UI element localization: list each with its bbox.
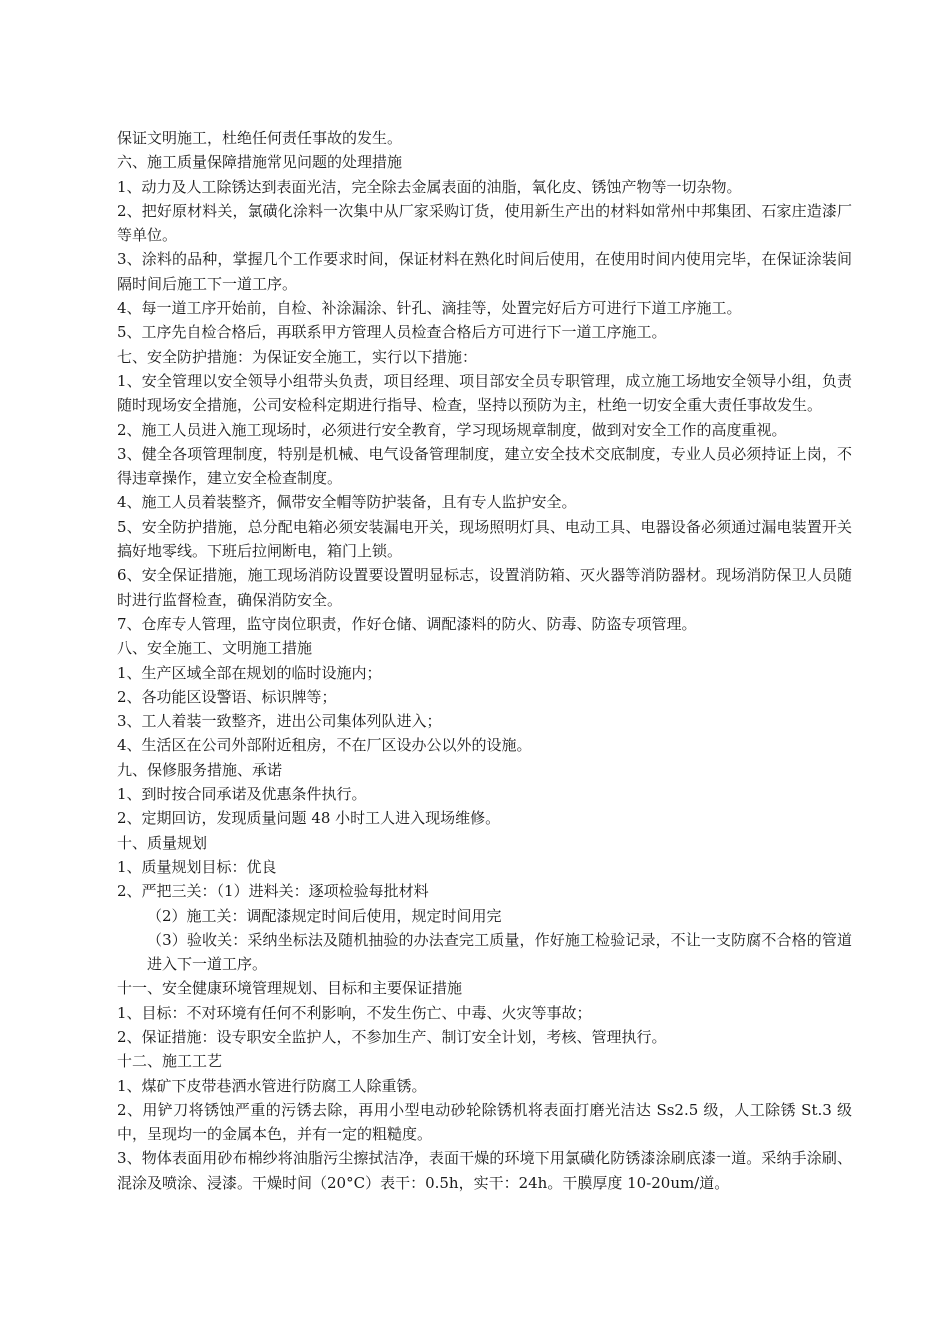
list-item: 1、动力及人工除锈达到表面光洁，完全除去金属表面的油脂，氧化皮、锈蚀产物等一切杂物。 xyxy=(117,177,742,196)
list-item: 2、严把三关：（1）进料关：逐项检验每批材料 xyxy=(117,882,429,901)
list-item: 4、施工人员着装整齐，佩带安全帽等防护装备，且有专人监护安全。 xyxy=(117,493,577,512)
list-item: 1、质量规划目标：优良 xyxy=(117,857,277,876)
list-item: 2、施工人员进入施工现场时，必须进行安全教育，学习现场规章制度，做到对安全工作的高度重视。 xyxy=(117,420,787,439)
section-heading: 十一、安全健康环境管理规划、目标和主要保证措施 xyxy=(117,979,463,998)
list-item: 3、涂料的品种，掌握几个工作要求时间，保证材料在熟化时间后使用，在使用时间内使用完毕，在保证涂装间隔时间后施工下一道工序。 xyxy=(117,250,852,293)
list-item: 2、把好原材料关，氯磺化涂料一次集中从厂家采购订货，使用新生产出的材料如常州中邦集团、石家庄造漆厂等单位。 xyxy=(117,201,852,245)
list-item: 1、目标：不对环境有任何不利影响，不发生伤亡、中毒、火灾等事故； xyxy=(117,1003,592,1022)
document-body xyxy=(117,126,852,1195)
list-item: 2、各功能区设警语、标识牌等； xyxy=(117,687,337,706)
list-item: 3、健全各项管理制度，特别是机械、电气设备管理制度，建立安全技术交底制度，专业人员必须持证上岗，不得违章操作，建立安全检查制度。 xyxy=(117,444,852,488)
sub-list-item: （3）验收关：采纳坐标法及随机抽验的办法查完工质量，作好施工检验记录，不让一支防腐不合格的管道进入下一道工序。 xyxy=(147,930,852,974)
list-item: 7、仓库专人管理，监守岗位职责，作好仓储、调配漆料的防火、防毒、防盗专项管理。 xyxy=(117,614,697,633)
list-item: 1、到时按合同承诺及优惠条件执行。 xyxy=(117,785,367,804)
list-item: 5、安全防护措施，总分配电箱必须安装漏电开关，现场照明灯具、电动工具、电器设备必须通过漏电装置开关搞好地零线。下班后拉闸断电，箱门上锁。 xyxy=(117,517,852,561)
list-item: 2、定期回访，发现质量问题 48 小时工人进入现场维修。 xyxy=(117,809,501,828)
section-heading: 十二、施工工艺 xyxy=(117,1052,223,1071)
section-heading: 九、保修服务措施、承诺 xyxy=(117,760,283,779)
list-item: 5、工序先自检合格后，再联系甲方管理人员检查合格后方可进行下一道工序施工。 xyxy=(117,323,667,342)
section-heading: 十、质量规划 xyxy=(117,833,208,852)
list-item: 1、生产区域全部在规划的临时设施内； xyxy=(117,663,382,682)
section-heading: 六、施工质量保障措施常见问题的处理措施 xyxy=(117,153,403,172)
section-heading: 八、安全施工、文明施工措施 xyxy=(117,639,313,658)
list-item: 2、保证措施：设专职安全监护人，不参加生产、制订安全计划，考核、管理执行。 xyxy=(117,1027,667,1046)
list-item: 1、安全管理以安全领导小组带头负责，项目经理、项目部安全员专职管理，成立施工场地安全领导小组，负责随时现场安全措施，公司安检科定期进行指导、检查，坚持以预防为主，杜绝一切安全重大责任事故发生。 xyxy=(117,371,852,415)
list-item: 6、安全保证措施，施工现场消防设置要设置明显标志，设置消防箱、灭火器等消防器材。现场消防保卫人员随时进行监督检查，确保消防安全。 xyxy=(117,566,852,609)
section-heading: 七、安全防护措施：为保证安全施工，实行以下措施： xyxy=(117,347,478,366)
list-item: 2、用铲刀将锈蚀严重的污锈去除，再用小型电动砂轮除锈机将表面打磨光洁达 Ss2.5 级，人工除锈 St.3 级中，呈现均一的金属本色，并有一定的粗糙度。 xyxy=(117,1100,852,1144)
list-item: 4、生活区在公司外部附近租房，不在厂区设办公以外的设施。 xyxy=(117,736,532,755)
list-item: 4、每一道工序开始前，自检、补涂漏涂、针孔、滴挂等，处置完好后方可进行下道工序施工。 xyxy=(117,299,742,318)
list-item: 1、煤矿下皮带巷洒水管进行防腐工人除重锈。 xyxy=(117,1076,427,1095)
sub-list-item: （2）施工关：调配漆规定时间后使用，规定时间用完 xyxy=(147,906,502,925)
paragraph: 保证文明施工，杜绝任何责任事故的发生。 xyxy=(117,129,403,147)
list-item: 3、工人着装一致整齐，进出公司集体列队进入； xyxy=(117,712,442,731)
list-item: 3、物体表面用砂布棉纱将油脂污尘擦拭洁净，表面干燥的环境下用氯磺化防锈漆涂刷底漆一道。采纳手涂刷、混涂及喷涂、浸漆。干燥时间（20°C）表干：0.5h，实干：24h。干膜厚度 10-20um/道。 xyxy=(117,1149,852,1192)
